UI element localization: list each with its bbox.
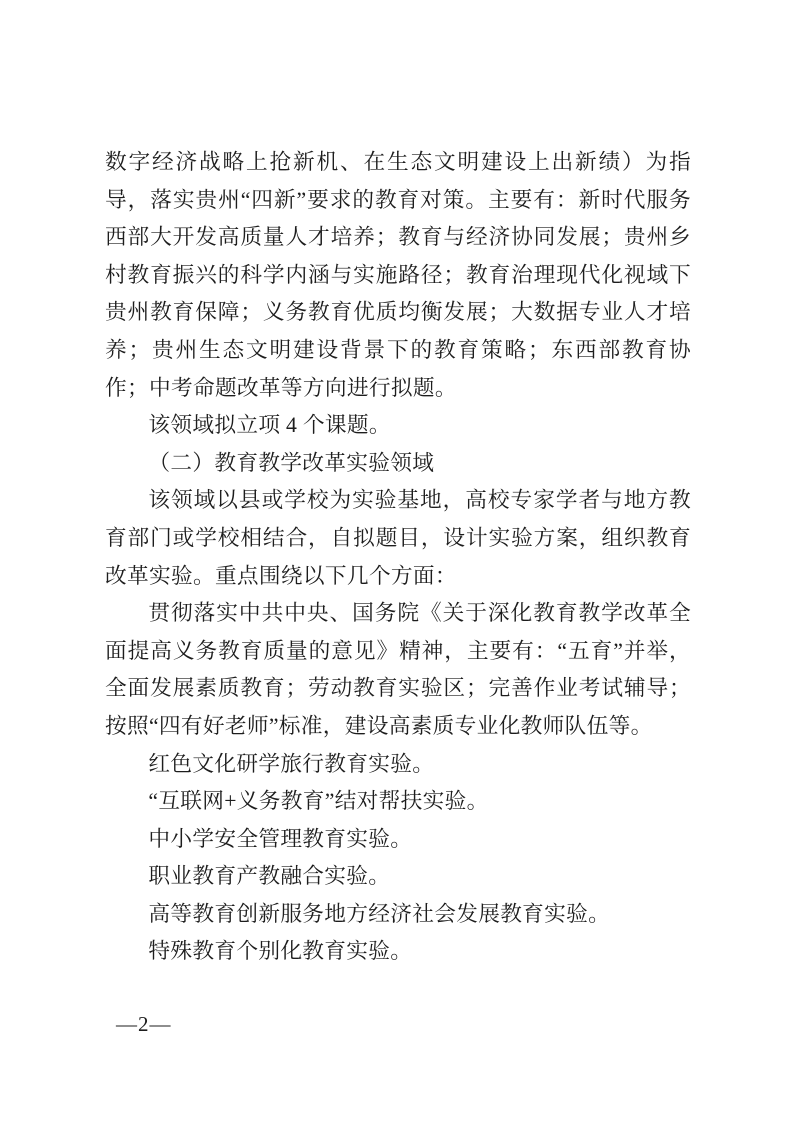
paragraph: 贯彻落实中共中央、国务院《关于深化教育教学改革全面提高义务教育质量的意见》精神，主要有：“五育”并举，全面发展素质教育；劳动教育实验区；完善作业考试辅导；按照“四有好老师”标准，建设高素质专业化教师队伍等。 bbox=[105, 601, 691, 738]
page-number: —2— bbox=[116, 1012, 172, 1036]
paragraph: 数字经济战略上抢新机、在生态文明建设上出新绩）为指导，落实贵州“四新”要求的教育对策。主要有：新时代服务西部大开发高质量人才培养；教育与经济协同发展；贵州乡村教育振兴的科学内涵与实施路径；教育治理现代化视域下贵州教育保障；义务教育优质均衡发展；大数据专业人才培养；贵州生态文明建设背景下的教育策略；东西部教育协作；中考命题改革等方向进行拟题。 bbox=[105, 150, 691, 400]
list-item-paragraph: 职业教育产教融合实验。 bbox=[148, 864, 391, 889]
document-body bbox=[105, 144, 691, 971]
list-item-paragraph: 红色文化研学旅行教育实验。 bbox=[148, 751, 435, 776]
list-item-paragraph: 高等教育创新服务地方经济社会发展教育实验。 bbox=[148, 901, 611, 926]
list-item-paragraph: 中小学安全管理教育实验。 bbox=[148, 826, 413, 851]
list-item-paragraph: “互联网+义务教育”结对帮扶实验。 bbox=[148, 789, 489, 814]
paragraph: 该领域拟立项 4 个课题。 bbox=[148, 413, 391, 438]
section-heading: （二）教育教学改革实验领域 bbox=[148, 450, 435, 475]
list-item-paragraph: 特殊教育个别化教育实验。 bbox=[148, 939, 413, 964]
paragraph: 该领域以县或学校为实验基地，高校专家学者与地方教育部门或学校相结合，自拟题目，设计实验方案，组织教育改革实验。重点围绕以下几个方面： bbox=[105, 488, 691, 588]
